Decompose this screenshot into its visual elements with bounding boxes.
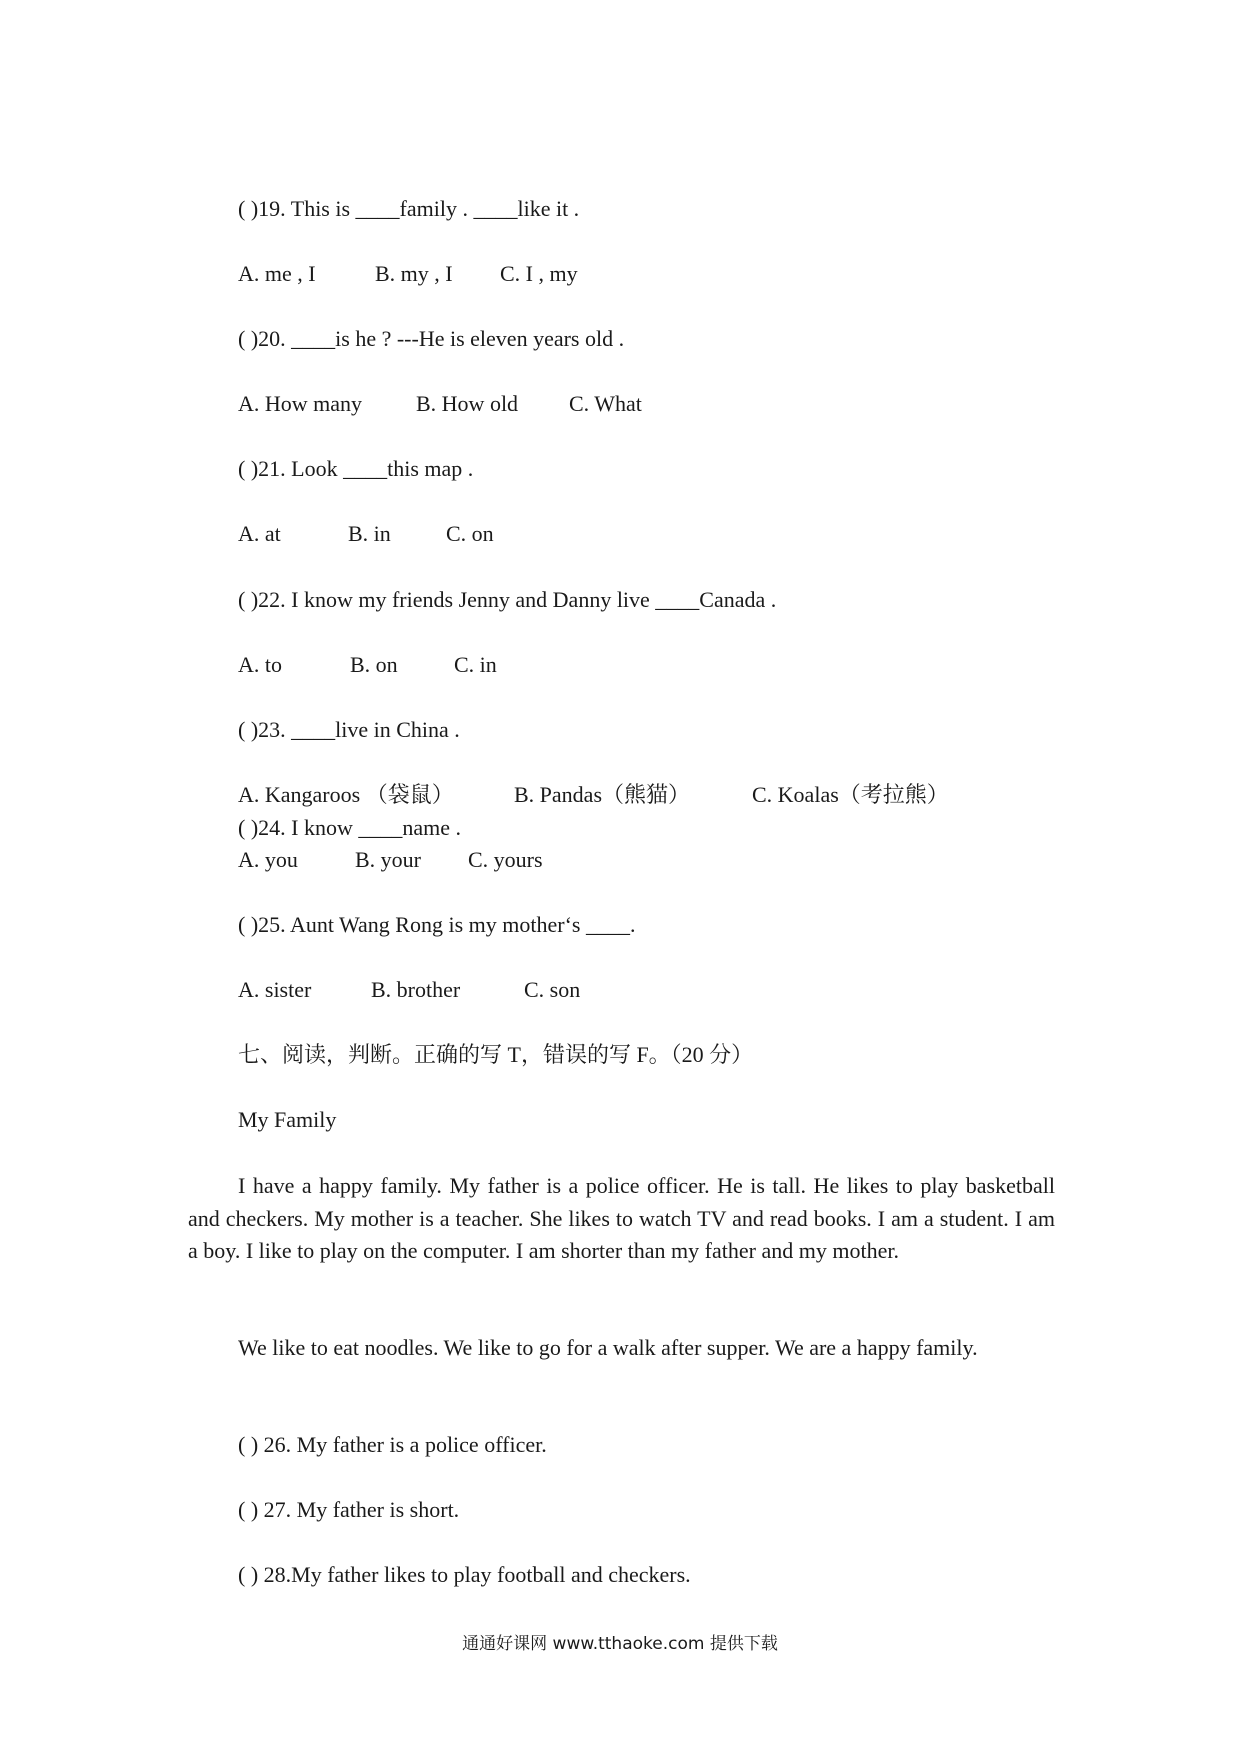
option-a: A. to	[238, 652, 282, 677]
option-c: C. What	[569, 391, 642, 416]
question-19: ( )19. This is ____family . ____like it .	[238, 196, 580, 221]
option-c: C. yours	[468, 847, 543, 872]
option-a: A. me , I	[238, 261, 316, 286]
question-24: ( )24. I know ____name .	[238, 815, 462, 840]
options-21	[238, 519, 494, 549]
option-a: A. at	[238, 521, 281, 546]
judgment-27: ( ) 27. My father is short.	[238, 1497, 460, 1522]
option-b: B. brother	[371, 977, 461, 1002]
question-21: ( )21. Look ____this map .	[238, 456, 474, 481]
passage-paragraph-1: I have a happy family. My father is a police officer. He is tall. He likes to play basketball and checkers. My mother is a teacher. She likes to watch TV and read books. I am a student. I am a boy. I like to play on the computer. I am shorter than my father and my mother.	[188, 1173, 1055, 1263]
option-c: C. son	[524, 977, 581, 1002]
passage-paragraph-2: We like to eat noodles. We like to go for a walk after supper. We are a happy family.	[238, 1335, 978, 1360]
option-a: A. How many	[238, 391, 363, 416]
option-b: B. Pandas（熊猫）	[514, 782, 691, 807]
option-b: B. on	[350, 652, 398, 677]
options-25	[238, 975, 580, 1005]
page-footer: 通通好课网 www.tthaoke.com 提供下载	[462, 1634, 778, 1654]
options-19	[238, 259, 578, 289]
judgment-26: ( ) 26. My father is a police officer.	[238, 1432, 547, 1457]
option-c: C. in	[454, 652, 497, 677]
options-23	[238, 780, 949, 810]
section-heading: 七、阅读，判断。正确的写 T，错误的写 F。（20 分）	[238, 1042, 754, 1067]
question-22: ( )22. I know my friends Jenny and Danny live ____Canada .	[238, 587, 777, 612]
option-b: B. my , I	[375, 261, 453, 286]
options-20	[238, 389, 642, 419]
options-22	[238, 650, 497, 680]
option-c: C. on	[446, 521, 494, 546]
question-20: ( )20. ____is he ? ---He is eleven years old .	[238, 326, 625, 351]
judgment-28: ( ) 28.My father likes to play football and checkers.	[238, 1562, 691, 1587]
option-a: A. Kangaroos （袋鼠）	[238, 782, 454, 807]
option-b: B. How old	[416, 391, 519, 416]
question-25: ( )25. Aunt Wang Rong is my mother‘s ____.	[238, 912, 636, 937]
option-b: B. your	[355, 847, 421, 872]
question-23: ( )23. ____live in China .	[238, 717, 460, 742]
option-a: A. sister	[238, 977, 312, 1002]
option-c: C. I , my	[500, 261, 578, 286]
option-b: B. in	[348, 521, 391, 546]
option-a: A. you	[238, 847, 298, 872]
options-24	[238, 845, 543, 875]
passage-title: My Family	[238, 1107, 337, 1132]
option-c: C. Koalas（考拉熊）	[752, 782, 949, 807]
